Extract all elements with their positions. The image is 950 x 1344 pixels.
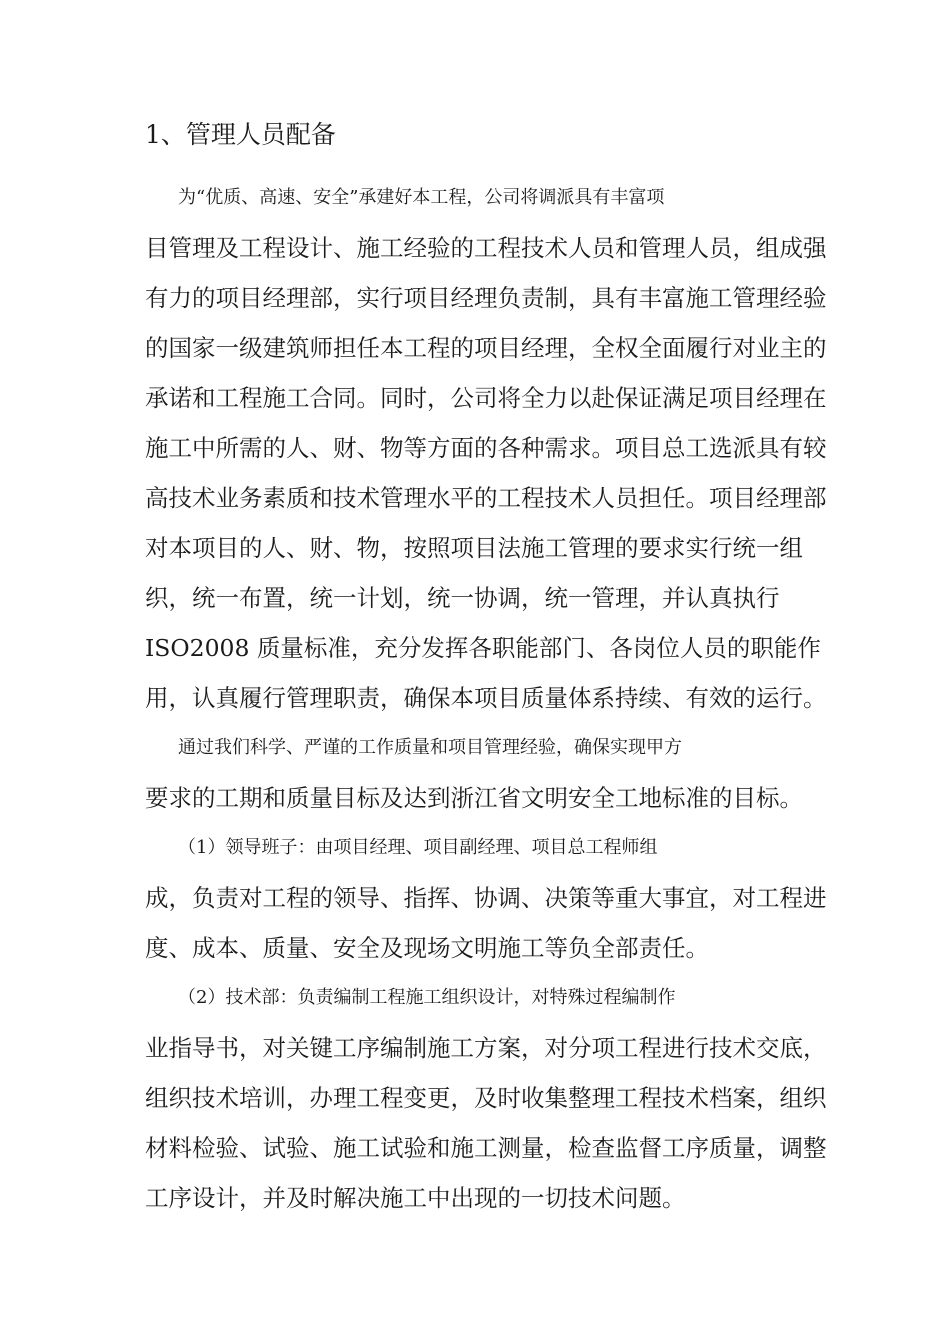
text-line: 材料检验、试验、施工试验和施工测量，检查监督工序质量，调整 [145, 1134, 827, 1162]
text-line: 对本项目的人、财、物，按照项目法施工管理的要求实行统一组 [145, 534, 803, 562]
text-line: 用，认真履行管理职责，确保本项目质量体系持续、有效的运行。 [145, 684, 827, 712]
text-line: 有力的项目经理部，实行项目经理负责制，具有丰富施工管理经验 [145, 284, 827, 312]
text-line: 成，负责对工程的领导、指挥、协调、决策等重大事宜，对工程进 [145, 884, 827, 912]
text-line: 要求的工期和质量目标及达到浙江省文明安全工地标准的目标。 [145, 784, 803, 812]
text-line: 工序设计，并及时解决施工中出现的一切技术问题。 [145, 1184, 686, 1212]
text-line: 高技术业务素质和技术管理水平的工程技术人员担任。项目经理部 [145, 484, 827, 512]
text-line: 织，统一布置，统一计划，统一协调，统一管理，并认真执行 [145, 584, 780, 612]
text-line: （2）技术部：负责编制工程施工组织设计，对特殊过程编制作 [178, 987, 676, 1008]
text-line: ISO2008 质量标准，充分发挥各职能部门、各岗位人员的职能作 [145, 634, 821, 662]
text-line: （1）领导班子：由项目经理、项目副经理、项目总工程师组 [178, 837, 658, 858]
text-line: 业指导书，对关键工序编制施工方案，对分项工程进行技术交底， [145, 1034, 827, 1062]
text-line: 目管理及工程设计、施工经验的工程技术人员和管理人员，组成强 [145, 234, 827, 262]
text-line: 承诺和工程施工合同。同时，公司将全力以赴保证满足项目经理在 [145, 384, 827, 412]
text-line: 施工中所需的人、财、物等方面的各种需求。项目总工选派具有较 [145, 434, 827, 462]
section-heading: 1、管理人员配备 [145, 120, 336, 149]
text-line: 为“优质、高速、安全”承建好本工程，公司将调派具有丰富项 [178, 187, 665, 208]
text-line: 通过我们科学、严谨的工作质量和项目管理经验，确保实现甲方 [178, 737, 682, 758]
text-line: 度、成本、质量、安全及现场文明施工等负全部责任。 [145, 934, 709, 962]
text-line: 的国家一级建筑师担任本工程的项目经理，全权全面履行对业主的 [145, 334, 827, 362]
text-line: 组织技术培训，办理工程变更，及时收集整理工程技术档案，组织 [145, 1084, 827, 1112]
